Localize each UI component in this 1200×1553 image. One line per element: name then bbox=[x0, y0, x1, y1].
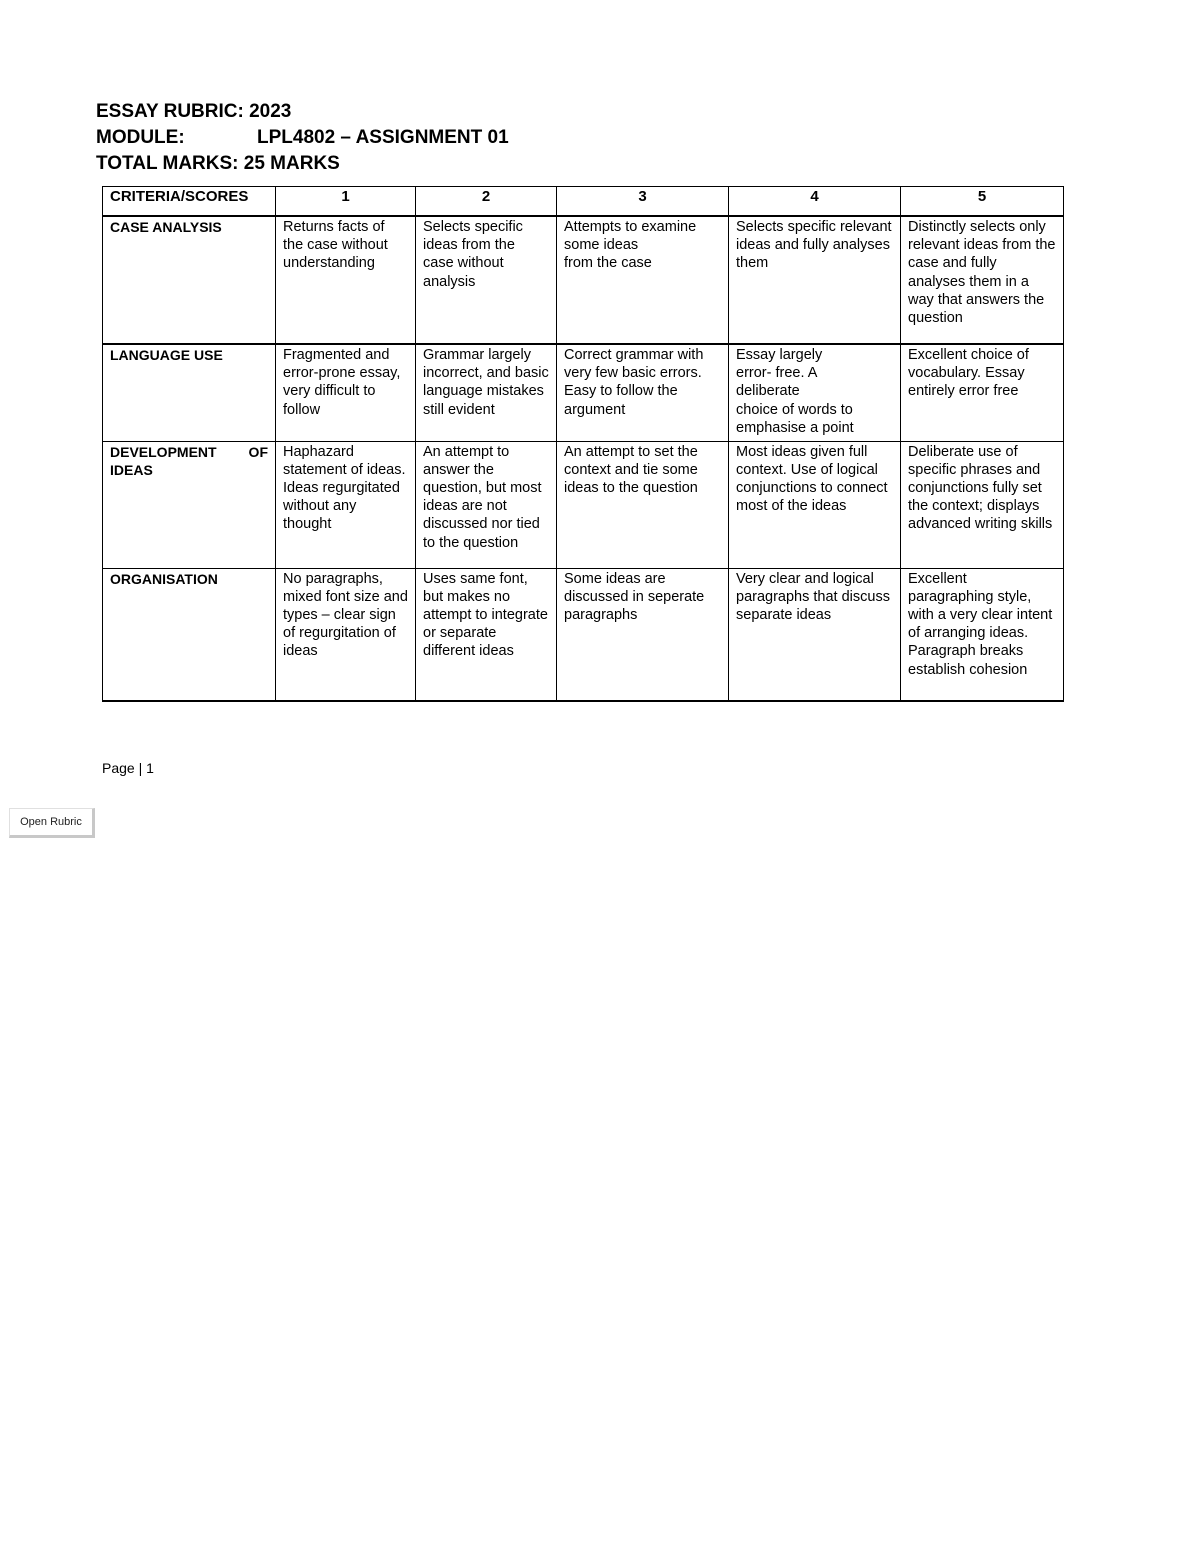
score-cell: Selects specific ideas from the case without analysis bbox=[416, 216, 557, 344]
column-header-criteria: CRITERIA/SCORES bbox=[103, 187, 276, 217]
score-cell: Attempts to examine some ideas from the case bbox=[557, 216, 729, 344]
score-cell: Some ideas are discussed in seperate paragraphs bbox=[557, 568, 729, 701]
open-rubric-button[interactable]: Open Rubric bbox=[9, 808, 95, 838]
column-header-score-1: 1 bbox=[276, 187, 416, 217]
score-cell: No paragraphs, mixed font size and types – clear sign of regurgitation of ideas bbox=[276, 568, 416, 701]
score-cell: An attempt to answer the question, but most ideas are not discussed nor tied to the question bbox=[416, 441, 557, 568]
column-header-score-3: 3 bbox=[557, 187, 729, 217]
score-cell: Very clear and logical paragraphs that discuss separate ideas bbox=[729, 568, 901, 701]
score-cell: Excellent choice of vocabulary. Essay entirely error free bbox=[901, 344, 1064, 441]
score-cell: Most ideas given full context. Use of logical conjunctions to connect most of the ideas bbox=[729, 441, 901, 568]
score-cell: Returns facts of the case without understanding bbox=[276, 216, 416, 344]
score-cell: Deliberate use of specific phrases and conjunctions fully set the context; displays advanced writing skills bbox=[901, 441, 1064, 568]
column-header-score-5: 5 bbox=[901, 187, 1064, 217]
total-marks: TOTAL MARKS: 25 MARKS bbox=[96, 153, 340, 174]
module-value: LPL4802 – ASSIGNMENT 01 bbox=[257, 127, 509, 148]
rubric-header-row bbox=[103, 187, 1064, 217]
score-cell: Uses same font, but makes no attempt to integrate or separate different ideas bbox=[416, 568, 557, 701]
table-row bbox=[103, 344, 1064, 441]
table-row bbox=[103, 568, 1064, 701]
score-cell: Haphazard statement of ideas. Ideas regurgitated without any thought bbox=[276, 441, 416, 568]
module-line bbox=[96, 125, 509, 151]
document-header bbox=[96, 99, 509, 177]
table-row bbox=[103, 441, 1064, 568]
score-cell: Essay largely error- free. A deliberate choice of words to emphasise a point bbox=[729, 344, 901, 441]
criterion-organisation: ORGANISATION bbox=[103, 568, 276, 701]
criterion-language-use: LANGUAGE USE bbox=[103, 344, 276, 441]
score-cell: Selects specific relevant ideas and fully analyses them bbox=[729, 216, 901, 344]
score-cell: Fragmented and error-prone essay, very difficult to follow bbox=[276, 344, 416, 441]
score-cell: Grammar largely incorrect, and basic language mistakes still evident bbox=[416, 344, 557, 441]
score-cell: Distinctly selects only relevant ideas from the case and fully analyses them in a way that answers the question bbox=[901, 216, 1064, 344]
table-row bbox=[103, 216, 1064, 344]
score-cell: Correct grammar with very few basic errors. Easy to follow the argument bbox=[557, 344, 729, 441]
column-header-score-4: 4 bbox=[729, 187, 901, 217]
column-header-score-2: 2 bbox=[416, 187, 557, 217]
rubric-title: ESSAY RUBRIC: 2023 bbox=[96, 101, 292, 122]
criterion-case-analysis: CASE ANALYSIS bbox=[103, 216, 276, 344]
page-number: Page | 1 bbox=[102, 760, 154, 776]
score-cell: An attempt to set the context and tie some ideas to the question bbox=[557, 441, 729, 568]
score-cell: Excellent paragraphing style, with a very clear intent of arranging ideas. Paragraph breaks establish cohesion bbox=[901, 568, 1064, 701]
rubric-table bbox=[102, 186, 1064, 702]
module-label: MODULE: bbox=[96, 127, 185, 148]
criterion-development-of-ideas: DEVELOPMENT OF IDEAS bbox=[103, 441, 276, 568]
